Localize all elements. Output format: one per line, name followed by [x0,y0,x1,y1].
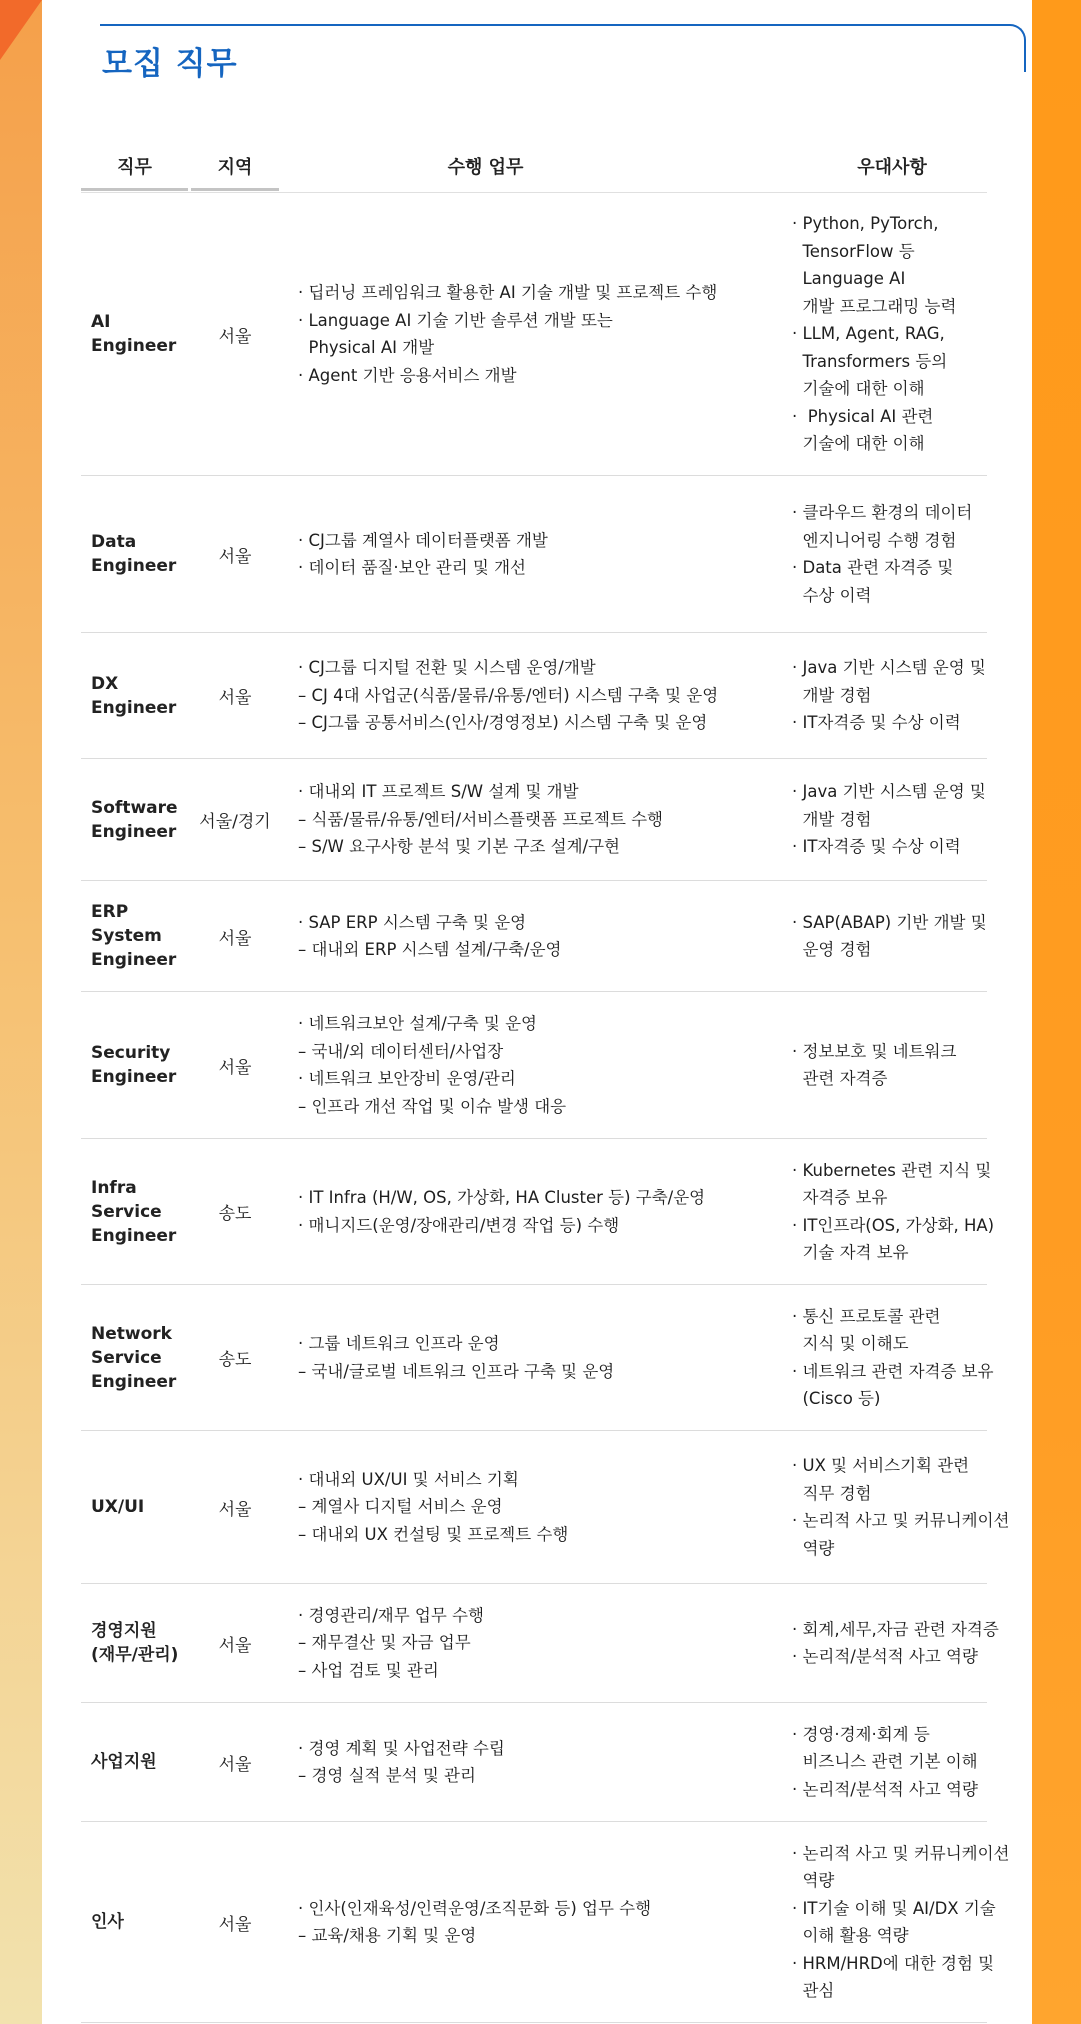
job-region: 송도 [218,1204,252,1224]
job-preferences-line: 기술 자격 보유 [792,1243,909,1262]
job-title [91,992,191,1138]
job-title-line: 사업지원 [91,1752,157,1772]
job-preferences-line: 관련 자격증 [792,1069,888,1088]
job-region: 서울 [218,1754,252,1775]
job-tasks-line: · CJ그룹 계열사 데이터플랫폼 개발 [298,530,548,550]
job-tasks [298,1285,758,1430]
job-title-line: Software [91,797,178,818]
table-row [81,881,987,992]
job-preferences [792,881,992,991]
job-preferences [792,1431,1010,1583]
job-preferences-line: 역량 [792,1538,835,1558]
table-row [81,1285,994,1431]
job-tasks-line: – 사업 검토 및 관리 [298,1660,439,1680]
job-title-line: Service [91,1201,162,1222]
header-preferences: 우대사항 [857,157,927,178]
job-title [91,1584,191,1702]
content-panel [42,0,1032,2024]
table-row [81,992,987,1139]
job-preferences-line: · 네트워크 관련 자격증 보유 [792,1361,994,1381]
job-preferences-line: Language AI [792,269,906,289]
job-tasks-line: – 식품/물류/유통/엔터/서비스플랫폼 프로젝트 수행 [298,809,664,829]
job-preferences-line: · IT인프라(OS, 가상화, HA) [792,1215,995,1235]
job-preferences-line: · Java 기반 시스템 운영 및 [792,782,986,802]
job-preferences-line: · 논리적 사고 및 커뮤니케이션 [792,1843,1010,1863]
job-tasks-line: · 경영관리/재무 업무 수행 [298,1605,484,1625]
job-preferences-line: (Cisco 등) [792,1389,881,1408]
job-preferences-line: 개발 경험 [792,809,872,829]
job-region: 서울 [218,1057,252,1078]
job-tasks-line: – S/W 요구사항 분석 및 기본 구조 설계/구현 [298,837,620,857]
table-row [81,1822,1010,2023]
job-title-line: Data [91,532,137,552]
job-title-line: 인사 [91,1912,124,1932]
job-preferences [792,1703,992,1821]
job-preferences-line: 엔지니어링 수행 경험 [792,530,957,550]
job-title [91,759,191,880]
job-title-line: Infra [91,1177,137,1198]
job-title [91,1822,191,2022]
job-title [91,1703,191,1821]
job-title [91,881,191,991]
job-tasks-line: · 네트워크 보안장비 운영/관리 [298,1069,516,1088]
job-tasks-line: – 국내/글로벌 네트워크 인프라 구축 및 운영 [298,1361,615,1381]
job-preferences-line: 직무 경험 [792,1483,872,1503]
job-preferences [792,1285,992,1430]
job-preferences-line: 이해 활용 역량 [792,1926,909,1945]
job-region: 서울/경기 [199,812,271,832]
job-preferences [792,1584,999,1702]
table-body [81,193,1010,2023]
table-row [81,1584,999,1703]
job-tasks-line: – 경영 실적 분석 및 관리 [298,1766,476,1785]
job-tasks [298,1431,758,1583]
job-title [91,193,191,475]
job-preferences-line: · 회계,세무,자금 관련 자격증 [792,1619,999,1639]
job-title-line: DX [91,673,119,694]
table-row [81,759,987,881]
job-title-line: System [91,926,162,946]
job-title-line: AI [91,312,111,332]
job-title-line: Engineer [91,1225,177,1246]
job-tasks-line: – 계열사 디지털 서비스 운영 [298,1497,503,1517]
job-tasks-line: · IT Infra (H/W, OS, 가상화, HA Cluster 등) 구축/운영 [298,1188,706,1207]
job-tasks [298,633,758,758]
job-tasks-line: – CJ그룹 공통서비스(인사/경영정보) 시스템 구축 및 운영 [298,713,708,733]
job-preferences-line: · IT자격증 및 수상 이력 [792,837,961,857]
job-title-line: Engineer [91,950,177,970]
job-title-line: Service [91,1347,162,1368]
job-preferences-line: 관심 [792,1981,835,2000]
job-tasks-line: · 네트워크보안 설계/구축 및 운영 [298,1014,537,1033]
job-title [91,1139,191,1284]
job-tasks-line: · 대내외 IT 프로젝트 S/W 설계 및 개발 [298,782,579,802]
job-preferences-line: 자격증 보유 [792,1188,888,1207]
job-tasks-line: · SAP ERP 시스템 구축 및 운영 [298,912,527,932]
job-title [91,633,191,758]
job-title [91,476,191,632]
job-title-line: Engineer [91,336,177,356]
job-preferences-line: · 통신 프로토콜 관련 [792,1306,941,1326]
job-tasks [298,881,758,991]
table-row [81,1431,1010,1584]
job-preferences-line: · 클라우드 환경의 데이터 [792,503,973,522]
job-tasks-line: – 대내외 ERP 시스템 설계/구축/운영 [298,940,562,959]
job-preferences [792,1139,995,1284]
job-tasks-line: – CJ 4대 사업군(식품/물류/유통/엔터) 시스템 구축 및 운영 [298,685,719,705]
job-title-line: Engineer [91,697,177,718]
job-preferences [792,633,992,758]
job-title-line: Engineer [91,1067,177,1087]
job-preferences-line: 비즈니스 관련 기본 이해 [792,1752,978,1772]
job-tasks-line: · 그룹 네트워크 인프라 운영 [298,1334,500,1353]
job-preferences-line: Transformers 등의 [792,351,948,371]
job-title-line: Network [91,1323,172,1344]
job-tasks-line: · Agent 기반 응용서비스 개발 [298,365,517,385]
right-background-strip [1032,0,1081,2024]
job-preferences-line: 개발 프로그래밍 능력 [792,296,957,316]
job-tasks [298,759,758,880]
header-job: 직무 [81,146,188,191]
job-tasks-line: · 데이터 품질·보안 관리 및 개선 [298,558,526,577]
job-title-line: 경영지원 [91,1621,157,1641]
job-preferences-line: 개발 경험 [792,685,872,705]
table-row [81,633,987,759]
job-title-line: Engineer [91,1371,177,1392]
header-region: 지역 [191,146,279,191]
corner-decoration [0,0,42,60]
job-title [91,1285,191,1430]
job-region: 서울 [218,326,252,347]
job-preferences-line: 역량 [792,1871,835,1890]
job-region: 서울 [218,546,252,567]
page-title: 모집 직무 [102,46,238,82]
job-preferences-line: · IT기술 이해 및 AI/DX 기술 [792,1898,996,1918]
job-tasks-line: · Language AI 기술 기반 솔루션 개발 또는 [298,310,613,330]
job-preferences-line: · Physical AI 관련 [792,406,934,426]
job-preferences-line: · 정보보호 및 네트워크 [792,1041,957,1061]
table-row [81,1703,987,1822]
job-title-line: (재무/관리) [91,1645,179,1665]
title-frame [100,24,1026,72]
job-preferences-line: · LLM, Agent, RAG, [792,324,945,344]
table-header [81,146,987,193]
table-row [81,476,987,633]
job-preferences-line: 운영 경험 [792,940,872,959]
job-tasks-line: · 매니지드(운영/장애관리/변경 작업 등) 수행 [298,1215,620,1235]
job-region: 서울 [218,1914,252,1935]
job-preferences-line: · 논리적/분석적 사고 역량 [792,1647,978,1666]
job-tasks-line: – 인프라 개선 작업 및 이슈 발생 대응 [298,1096,567,1116]
job-region: 서울 [218,688,252,708]
job-preferences-line: · Java 기반 시스템 운영 및 [792,658,986,678]
job-preferences-line: · Data 관련 자격증 및 [792,558,954,577]
job-region: 서울 [218,1499,252,1520]
job-region: 서울 [218,928,252,949]
job-tasks-line: – 재무결산 및 자금 업무 [298,1633,471,1653]
job-tasks-line: · 딥러닝 프레임워크 활용한 AI 기술 개발 및 프로젝트 수행 [298,283,718,302]
job-region: 송도 [218,1350,252,1370]
job-tasks-line: · 인사(인재육성/인력운영/조직문화 등) 업무 수행 [298,1898,652,1918]
job-preferences-line: 수상 이력 [792,585,872,605]
job-title [91,1431,191,1583]
job-preferences-line: 지식 및 이해도 [792,1334,909,1353]
job-preferences-line: · Kubernetes 관련 지식 및 [792,1160,992,1180]
table-row [81,1139,995,1285]
job-tasks [298,1822,758,2022]
job-preferences-line: · HRM/HRD에 대한 경험 및 [792,1953,995,1973]
job-preferences-line: · 경영·경제·회계 등 [792,1724,930,1744]
job-preferences-line: · Python, PyTorch, [792,214,939,234]
job-tasks-line: Physical AI 개발 [298,338,435,357]
job-preferences-line: · 논리적 사고 및 커뮤니케이션 [792,1511,1010,1530]
job-region: 서울 [218,1635,252,1656]
job-tasks [298,1139,758,1284]
job-tasks [298,476,758,632]
job-tasks-line: · 대내외 UX/UI 및 서비스 기획 [298,1469,519,1489]
job-tasks-line: – 교육/채용 기획 및 운영 [298,1926,477,1945]
job-table [81,146,1010,2023]
job-tasks-line: – 대내외 UX 컨설팅 및 프로젝트 수행 [298,1524,569,1544]
job-title-line: Security [91,1043,171,1063]
left-background-strip [0,0,42,2024]
job-tasks-line: · CJ그룹 디지털 전환 및 시스템 운영/개발 [298,658,596,678]
job-title-line: ERP [91,902,129,922]
table-row [81,193,987,476]
job-preferences-line: 기술에 대한 이해 [792,379,925,399]
job-preferences-line: TensorFlow 등 [792,241,915,261]
job-preferences-line: · SAP(ABAP) 기반 개발 및 [792,912,987,932]
job-tasks-line: · 경영 계획 및 사업전략 수립 [298,1738,505,1758]
header-tasks: 수행 업무 [447,157,524,178]
job-title-line: Engineer [91,556,177,576]
job-title-line: Engineer [91,821,177,842]
job-preferences [792,476,992,632]
job-preferences-line: · IT자격증 및 수상 이력 [792,713,961,733]
job-preferences [792,1822,1010,2022]
job-preferences-line: 기술에 대한 이해 [792,434,925,454]
job-preferences [792,193,992,475]
job-title-line: UX/UI [91,1497,145,1517]
job-preferences [792,992,992,1138]
job-preferences-line: · 논리적/분석적 사고 역량 [792,1779,978,1799]
job-tasks [298,193,758,475]
job-tasks-line: – 국내/외 데이터센터/사업장 [298,1041,504,1061]
job-tasks [298,992,758,1138]
job-preferences-line: · UX 및 서비스기획 관련 [792,1456,970,1475]
job-tasks [298,1584,758,1702]
job-preferences [792,759,992,880]
job-tasks [298,1703,758,1821]
